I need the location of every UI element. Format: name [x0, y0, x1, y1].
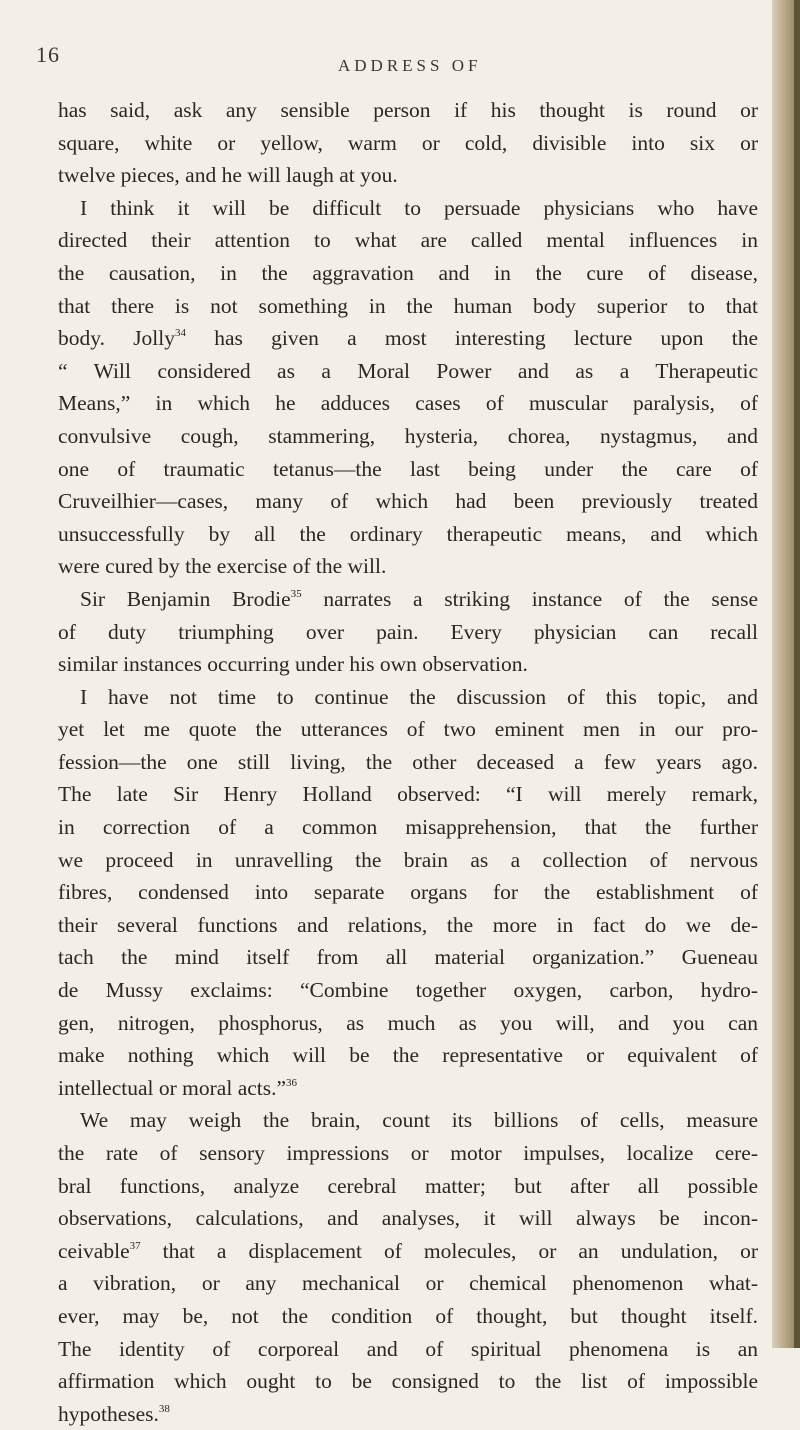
footnote-marker: 36 [286, 1076, 298, 1089]
text-line [58, 1007, 758, 1040]
text-line [58, 550, 758, 583]
text-line-content: one of traumatic tetanus—the last being under the care of [58, 456, 758, 481]
text-line-content: intellectual or moral acts.” [58, 1075, 287, 1100]
text-line [58, 322, 758, 355]
text-line [58, 1039, 758, 1072]
text-line [58, 811, 758, 844]
text-line-content: has said, ask any sensible person if his thought is round or [58, 98, 758, 122]
text-line-content: twelve pieces, and he will laugh at you. [58, 163, 398, 188]
text-line [58, 648, 758, 681]
text-line-content: hypotheses. [58, 1401, 159, 1426]
text-line [58, 1365, 758, 1398]
text-line-content: The identity of corporeal and of spiritual phenomena is an [58, 1336, 758, 1361]
text-line [58, 1300, 758, 1333]
text-line-content: Means,” in which he adduces cases of muscular paralysis, of [58, 391, 758, 416]
text-line [58, 1202, 758, 1235]
text-line [58, 453, 758, 486]
text-line-content: their several functions and relations, the more in fact do we de- [58, 912, 758, 937]
text-line-content: gen, nitrogen, phosphorus, as much as you will, and you can [58, 1010, 758, 1035]
text-line-content: a vibration, or any mechanical or chemical phenomenon what- [58, 1271, 758, 1296]
text-line-content: The late Sir Henry Holland observed: “I will merely remark, [58, 782, 758, 807]
text-line [58, 1170, 758, 1203]
text-line [58, 355, 758, 388]
text-line-content: yet let me quote the utterances of two eminent men in our pro- [58, 717, 758, 742]
text-line-content: affirmation which ought to be consigned to the list of impossible [58, 1369, 758, 1394]
text-line [58, 1333, 758, 1366]
text-line [58, 1072, 758, 1105]
text-line [58, 1267, 758, 1300]
text-line-content: fession—the one still living, the other deceased a few years ago. [58, 749, 758, 774]
text-line-content: in correction of a common misapprehension, that the further [58, 815, 758, 840]
body-text [58, 94, 758, 1430]
text-line [58, 876, 758, 909]
text-line-content: the rate of sensory impressions or motor impulses, localize cere- [58, 1141, 758, 1165]
text-line-content: tach the mind itself from all material organization.” Gueneau [58, 945, 758, 970]
text-line [58, 192, 758, 225]
text-line-content: directed their attention to what are called mental influences in [58, 228, 758, 253]
text-line-content: I think it will be difficult to persuade physicians who have [80, 195, 758, 220]
page-binding-edge [794, 0, 800, 1348]
text-line [58, 1398, 758, 1430]
text-line-content: similar instances occurring under his own observation. [58, 652, 528, 677]
text-line-content: “ Will considered as a Moral Power and as a Therapeutic [58, 358, 758, 383]
text-line-content: square, white or yellow, warm or cold, divisible into six or [58, 130, 758, 155]
text-line-content: the causation, in the aggravation and in the cure of disease, [58, 260, 758, 285]
text-line [58, 1235, 758, 1268]
text-line-content: were cured by the exercise of the will. [58, 554, 387, 579]
text-line [58, 224, 758, 257]
text-line-content: we proceed in unravelling the brain as a collection of nervous [58, 847, 758, 872]
text-line-content: body. Jolly [58, 326, 176, 351]
text-line [58, 518, 758, 551]
text-line [58, 616, 758, 649]
text-line [58, 1137, 758, 1170]
text-line-continuation: narrates a striking instance of the sense [301, 586, 758, 611]
text-line-content: ever, may be, not the condition of thought, but thought itself. [58, 1303, 758, 1328]
text-line [58, 746, 758, 779]
page-number: 16 [36, 42, 60, 67]
text-line-content: de Mussy exclaims: “Combine together oxygen, carbon, hydro- [58, 978, 758, 1003]
text-line [58, 485, 758, 518]
text-line [58, 583, 758, 616]
text-line-content: that there is not something in the human body superior to that [58, 293, 758, 318]
footnote-marker: 38 [158, 1402, 170, 1415]
text-line-content: I have not time to continue the discussion of this topic, and [80, 684, 758, 709]
footnote-marker: 34 [175, 327, 187, 340]
text-line-content: Cruveilhier—cases, many of which had been previously treated [58, 489, 758, 514]
text-line [58, 127, 758, 160]
text-line-content: make nothing which will be the representative or equivalent of [58, 1043, 758, 1068]
text-line [58, 844, 758, 877]
text-line [58, 257, 758, 290]
text-line-content: ceivable [58, 1238, 130, 1263]
text-line [58, 1104, 758, 1137]
text-line-content: fibres, condensed into separate organs for the establishment of [58, 880, 758, 905]
text-line [58, 941, 758, 974]
text-line-continuation: that a displacement of molecules, or an undulation, or [140, 1238, 758, 1263]
text-line-content: bral functions, analyze cerebral matter; but after all possible [58, 1173, 758, 1198]
text-line-content: unsuccessfully by all the ordinary therapeutic means, and which [58, 521, 758, 546]
text-line [58, 713, 758, 746]
text-line [58, 290, 758, 323]
text-line [58, 778, 758, 811]
text-line-content: We may weigh the brain, count its billions of cells, measure [80, 1108, 758, 1133]
footnote-marker: 35 [290, 587, 302, 600]
text-line [58, 159, 758, 192]
text-line [58, 387, 758, 420]
text-line-content: observations, calculations, and analyses, it will always be incon- [58, 1206, 758, 1231]
running-head: ADDRESS OF [338, 56, 482, 75]
text-line-content: convulsive cough, stammering, hysteria, chorea, nystagmus, and [58, 423, 758, 448]
text-line [58, 909, 758, 942]
text-line [58, 974, 758, 1007]
footnote-marker: 37 [129, 1239, 141, 1252]
text-line [58, 94, 758, 127]
text-line [58, 420, 758, 453]
text-line-content: Sir Benjamin Brodie [80, 586, 291, 611]
text-line [58, 681, 758, 714]
text-line-content: of duty triumphing over pain. Every physician can recall [58, 619, 758, 644]
text-line-continuation: has given a most interesting lecture upon the [186, 326, 758, 351]
